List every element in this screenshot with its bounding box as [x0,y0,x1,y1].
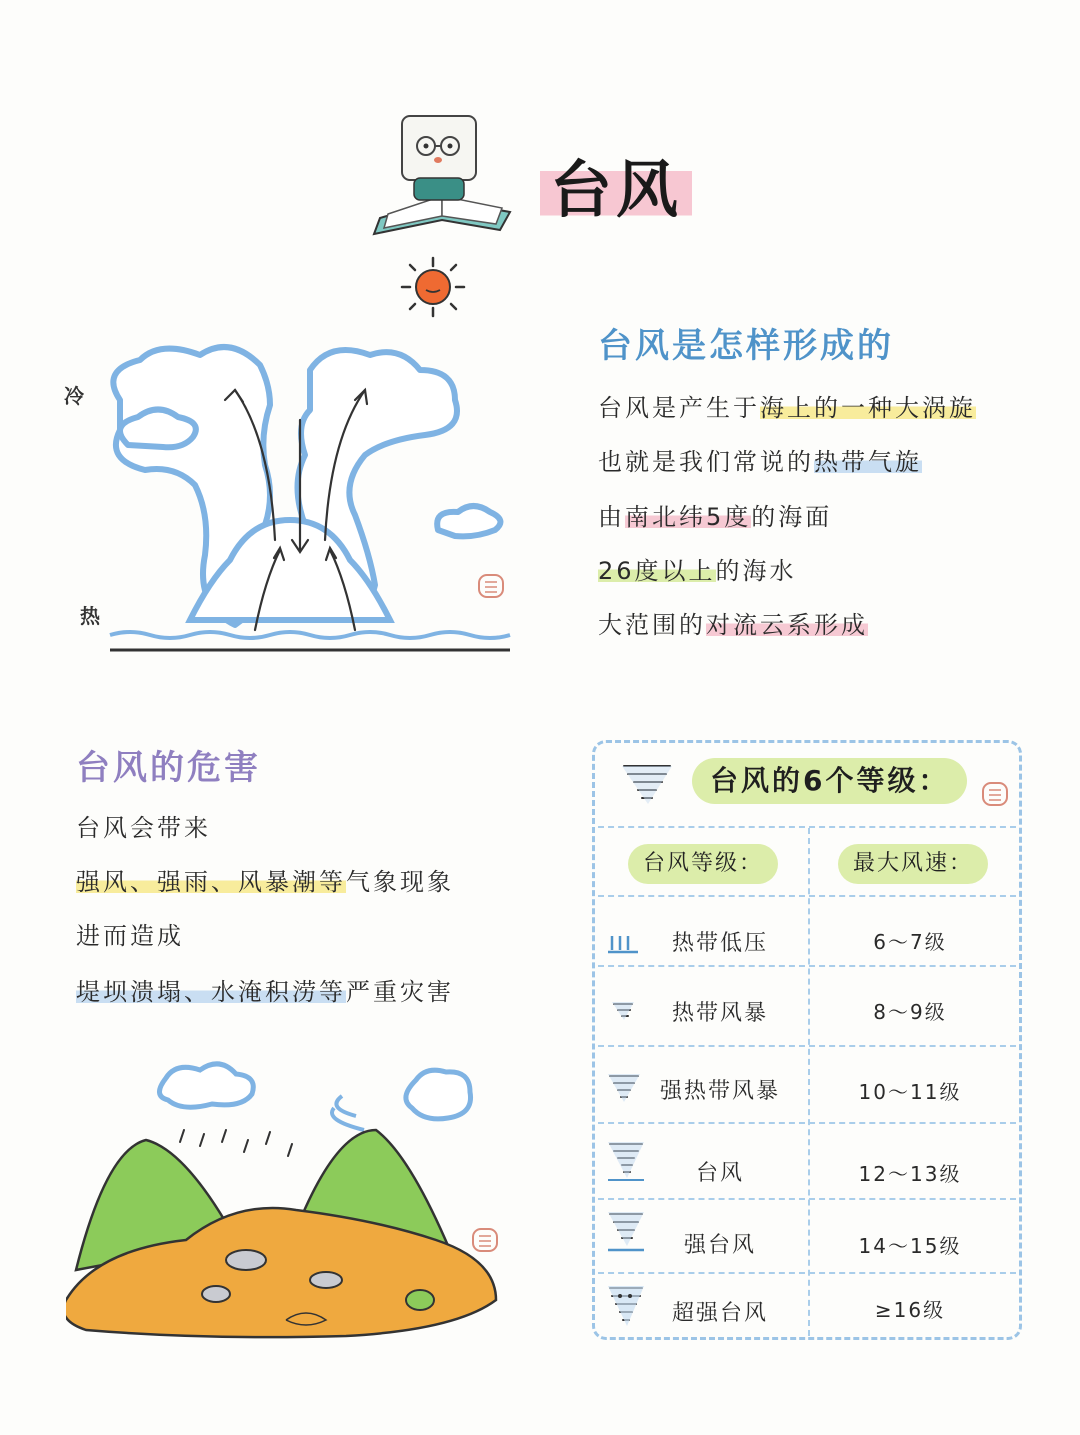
mascot-illustration [370,108,520,238]
level-name-2: 热带风暴 [671,1001,768,1026]
formation-line-1: 台风是产生于海上的一种大涡旋 [598,394,976,422]
hazard-line-1: 台风会带来 [76,814,211,842]
cold-label: 冷 [64,384,84,408]
formation-line-3: 由南北纬5度的海面 [598,503,833,531]
hazards-heading: 台风的危害 [76,748,261,788]
hazard-line-4: 堤坝溃塌、水淹积涝等严重灾害 [76,978,454,1006]
page-title: 台风 [540,140,692,229]
hot-label: 热 [80,604,100,628]
levels-heading: 台风的6个等级： [692,758,967,804]
table-divider [598,826,1016,828]
column-header-speed: 最大风速： [838,844,988,884]
landslide-illustration [66,1060,506,1340]
level-speed-5: 14～15级 [858,1234,962,1258]
column-header-level: 台风等级： [628,844,778,884]
level-name-3: 强热带风暴 [659,1079,780,1104]
sun-icon [398,256,468,318]
formation-line-4: 26度以上的海水 [598,557,797,585]
seal-stamp-icon [476,572,506,600]
convection-cloud-diagram [60,330,520,660]
table-divider [598,965,1016,967]
table-divider [598,1272,1016,1274]
hazard-line-3: 进而造成 [76,922,184,950]
level-speed-2: 8～9级 [873,1000,947,1024]
formation-heading: 台风是怎样形成的 [598,326,894,366]
formation-line-5: 大范围的对流云系形成 [598,611,868,639]
level-name-6: 超强台风 [671,1301,768,1326]
hazard-line-2: 强风、强雨、风暴潮等气象现象 [76,868,454,896]
level-speed-4: 12～13级 [858,1162,962,1186]
tornado-icon [620,758,676,808]
seal-stamp-icon [980,780,1010,808]
level-name-4: 台风 [695,1161,744,1186]
seal-stamp-icon [470,1226,500,1254]
table-divider [598,1122,1016,1124]
level-speed-6: ≥16级 [874,1298,946,1322]
table-divider [598,1045,1016,1047]
formation-line-2: 也就是我们常说的热带气旋 [598,448,922,476]
table-divider [598,895,1016,897]
level-speed-3: 10～11级 [858,1080,962,1104]
level-name-1: 热带低压 [671,931,768,956]
level-speed-1: 6～7级 [873,930,947,954]
table-divider [598,1198,1016,1200]
level-name-5: 强台风 [683,1233,756,1258]
